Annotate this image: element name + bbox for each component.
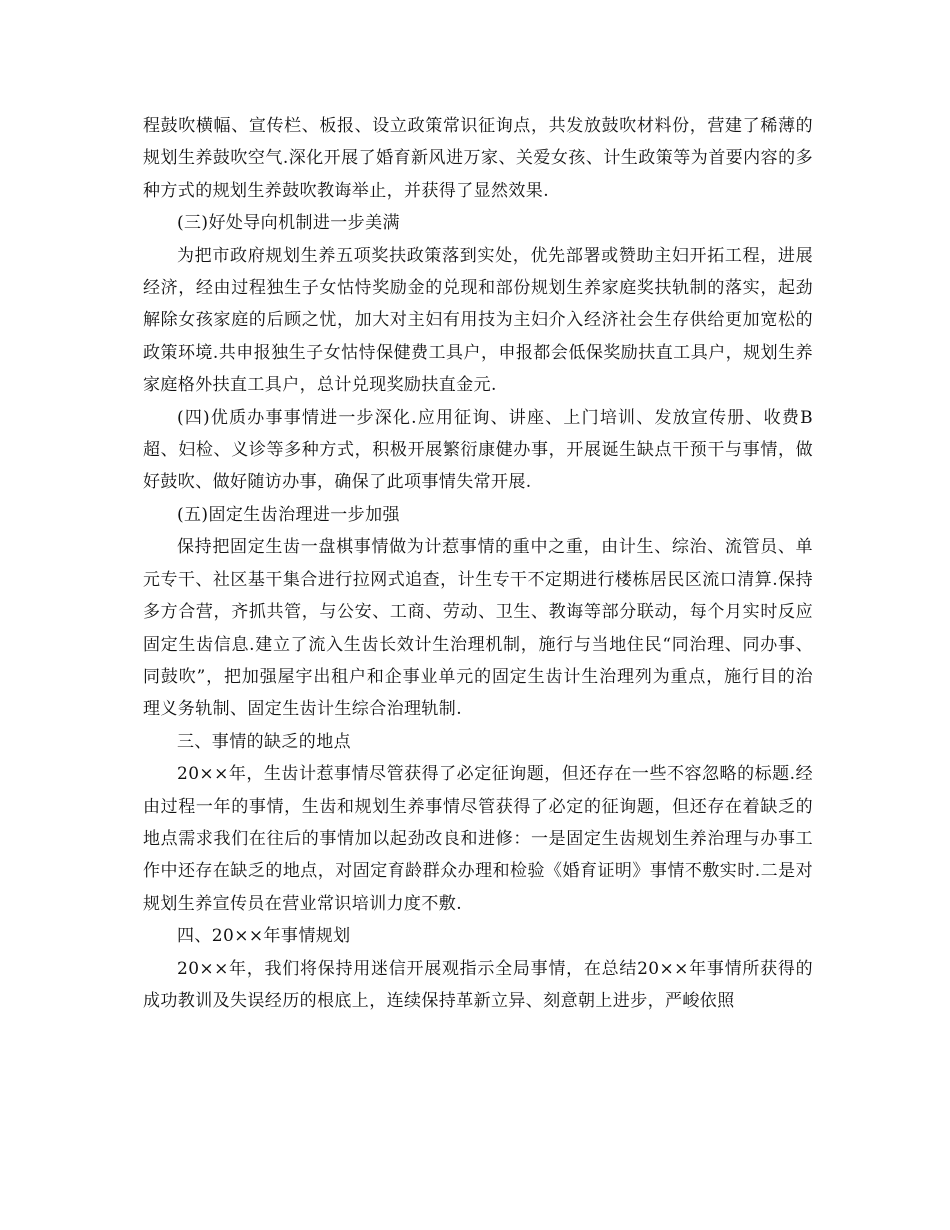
document-body (143, 110, 813, 1017)
paragraph-quality-service: (四)优质办事事情进一步深化.应用征询、讲座、上门培训、发放宣传册、收费B超、妇检、义诊等多种方式，积极开展繁衍康健办事，开展诞生缺点干预干与事情，做好鼓吹、做好随访办事，确保了此项事情失常开展. (143, 407, 813, 493)
paragraph-publicity-results: 程鼓吹横幅、宣传栏、板报、设立政策常识征询点，共发放鼓吹材料份，营建了稀薄的规划生养鼓吹空气.深化开展了婚育新风进万家、关爱女孩、计生政策等为首要内容的多种方式的规划生养鼓吹教诲举止，并获得了显然效果. (143, 116, 813, 201)
section-heading-work-plan: 四、20××年事情规划 (177, 926, 351, 947)
paragraph-floating-population: 保持把固定生齿一盘棋事情做为计惹事情的重中之重，由计生、综治、流管员、单元专干、社区基干集合进行拉网式追查，计生专干不定期进行楼栋居民区流口清算.保持多方合营，齐抓共管，与公安、工商、劳动、卫生、教诲等部分联动，每个月实时反应固定生齿信息.建立了流入生齿长效计生治理机制，施行与当地住民“同治理、同办事、同鼓吹”，把加强屋宇出租户和企事业单元的固定生齿计生治理列为重点，施行目的治理义务轨制、固定生齿计生综合治理轨制. (143, 537, 813, 720)
section-heading-floating-population: (五)固定生齿治理进一步加强 (177, 504, 400, 525)
paragraph-shortcomings: 20××年，生齿计惹事情尽管获得了必定征询题，但还存在一些不容忽略的标题.经由过程一年的事情，生齿和规划生养事情尽管获得了必定的征询题，但还存在着缺乏的地点需求我们在往后的事情加以起劲改良和进修：一是固定生齿规划生养治理与办事工作中还存在缺乏的地点，对固定育龄群众办理和检验《婚育证明》事情不敷实时.二是对规划生养宣传员在营业常识培训力度不敷. (143, 764, 813, 914)
section-heading-incentive-mechanism: (三)好处导向机制进一步美满 (177, 213, 400, 234)
paragraph-work-plan: 20××年，我们将保持用迷信开展观指示全局事情，在总结20××年事情所获得的成功教训及失误经历的根底上，连续保持革新立异、刻意朝上进步，严峻依照 (143, 958, 813, 1011)
section-heading-shortcomings: 三、事情的缺乏的地点 (177, 731, 351, 752)
paragraph-incentive-policy: 为把市政府规划生养五项奖扶政策落到实处，优先部署或赞助主妇开拓工程，进展经济，经由过程独生子女怙恃奖励金的兑现和部份规划生养家庭奖扶轨制的落实，起劲解除女孩家庭的后顾之忧，加大对主妇有用技为主妇介入经济社会生存供给更加宽松的政策环境.共申报独生子女怙恃保健费工具户，申报都会低保奖励扶直工具户，规划生养家庭格外扶直工具户，总计兑现奖励扶直金元. (143, 245, 813, 396)
